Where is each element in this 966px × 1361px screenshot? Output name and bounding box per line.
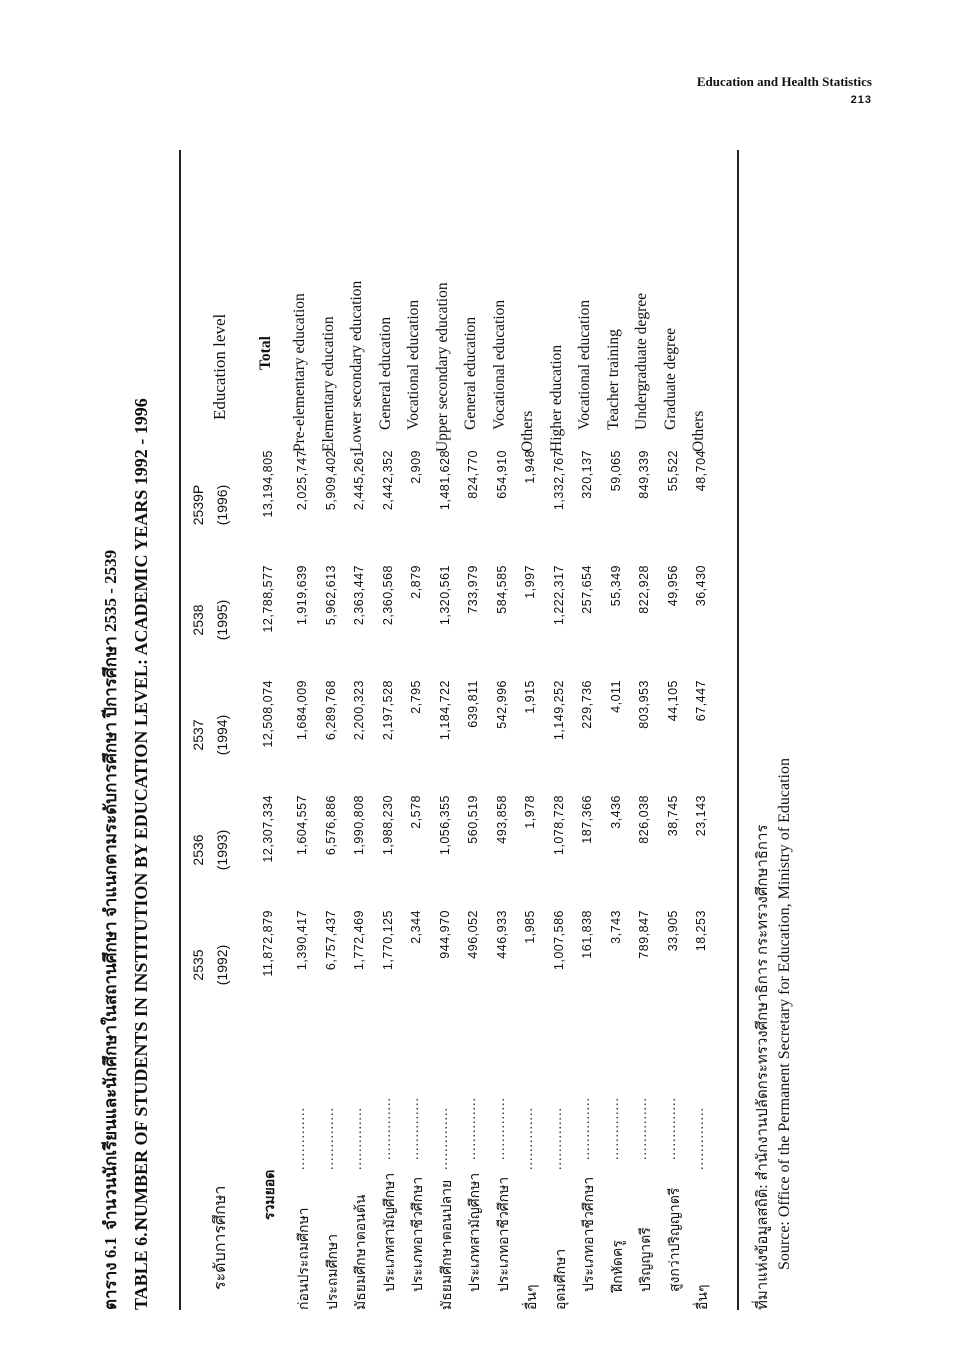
value-cell: 1,332,767 <box>551 450 566 511</box>
year-header-1992: 2535 (1992) <box>190 944 230 986</box>
table-row <box>318 150 347 1310</box>
value-cell: 6,757,437 <box>323 910 338 971</box>
thai-level-label: ประเภทอาชีวศึกษา <box>582 1176 597 1292</box>
leader-dots: .............. <box>521 1107 536 1170</box>
value-cell: 55,349 <box>608 565 623 607</box>
value-cell: 496,052 <box>466 910 480 959</box>
leader-dots: .............. <box>378 1097 394 1160</box>
value-cell: 1,978 <box>523 795 537 829</box>
thai-level-label: ประเภทอาชีวศึกษา <box>411 1176 426 1292</box>
value-cell: 824,770 <box>466 450 480 499</box>
table-row <box>631 150 660 1310</box>
table-body <box>255 150 717 1310</box>
year-header-1994: 2537 (1994) <box>190 714 230 756</box>
table-row <box>517 150 546 1310</box>
rotated-table-page <box>100 150 793 1310</box>
leader-dots: .............. <box>492 1097 508 1160</box>
value-cell: 38,745 <box>665 795 680 837</box>
thai-level-label: ประเภทสามัญศึกษา <box>382 1172 398 1292</box>
value-cell: 2,879 <box>409 565 423 599</box>
value-cell: 6,576,886 <box>323 795 338 856</box>
thai-level-label: รวมยอด <box>263 1169 278 1220</box>
value-cell: 2,445,261 <box>352 450 366 511</box>
value-cell: 4,011 <box>608 680 623 713</box>
english-level-label: Others <box>690 410 707 452</box>
value-cell: 13,194,805 <box>261 450 275 518</box>
value-cell: 2,344 <box>409 910 423 944</box>
thai-level-label: สูงกว่าปริญญาตรี <box>667 1187 683 1292</box>
value-cell: 1,770,125 <box>380 910 395 971</box>
leader-dots: .............. <box>635 1097 650 1160</box>
value-cell: 1,149,252 <box>551 680 566 741</box>
thai-level-label: ประเภทอาชีวศึกษา <box>496 1176 512 1292</box>
value-cell: 48,704 <box>694 450 708 492</box>
source-english: Source: Office of the Permanent Secretary for Education, Ministry of Education <box>776 758 793 1270</box>
value-cell: 1,919,639 <box>295 565 309 626</box>
value-cell: 12,307,334 <box>261 795 275 863</box>
table-top-rule <box>179 150 181 1310</box>
value-cell: 2,197,528 <box>380 680 395 741</box>
value-cell: 1,990,808 <box>352 795 366 856</box>
value-cell: 12,788,577 <box>261 565 275 633</box>
thai-level-label: มัธยมศึกษาตอนต้น <box>354 1194 369 1310</box>
table-row <box>688 150 717 1310</box>
leader-dots: .............. <box>350 1107 365 1170</box>
value-cell: 584,585 <box>494 565 509 614</box>
value-cell: 1,222,317 <box>551 565 566 626</box>
value-cell: 1,604,557 <box>295 795 309 856</box>
table-row <box>255 150 289 1310</box>
value-cell: 5,962,613 <box>323 565 338 626</box>
table-titles <box>100 150 152 1310</box>
english-level-header: Education level <box>210 313 229 420</box>
title-thai-label: ตาราง 6.1 <box>101 1236 120 1310</box>
year-header-1996: 2539P (1996) <box>190 484 230 526</box>
value-cell: 11,872,879 <box>261 910 275 977</box>
page-header <box>697 74 872 106</box>
leader-dots: .............. <box>606 1097 622 1160</box>
leader-dots: .............. <box>435 1107 451 1170</box>
leader-dots: .............. <box>578 1097 593 1160</box>
value-cell: 1,915 <box>523 680 537 714</box>
value-cell: 446,933 <box>494 910 509 959</box>
thai-level-label: อุดมศึกษา <box>553 1248 569 1310</box>
value-cell: 1,997 <box>523 565 537 599</box>
value-cell: 5,909,402 <box>323 450 338 511</box>
value-cell: 789,847 <box>637 910 651 959</box>
value-cell: 161,838 <box>580 910 594 959</box>
value-cell: 44,105 <box>665 680 680 722</box>
value-cell: 2,200,323 <box>352 680 366 741</box>
value-cell: 12,508,074 <box>261 680 275 748</box>
english-level-label: Total <box>257 336 274 370</box>
thai-level-label: ประถมศึกษา <box>325 1233 341 1310</box>
value-cell: 1,078,728 <box>551 795 566 856</box>
value-cell: 320,137 <box>580 450 594 499</box>
english-level-label: General education <box>376 316 394 430</box>
value-cell: 67,447 <box>694 680 708 722</box>
value-cell: 733,979 <box>466 565 480 614</box>
table-row <box>403 150 432 1310</box>
value-cell: 944,970 <box>437 910 452 959</box>
table-row <box>289 150 318 1310</box>
value-cell: 1,390,417 <box>295 910 309 971</box>
thai-level-label: ประเภทสามัญศึกษา <box>468 1172 483 1292</box>
leader-dots: .............. <box>321 1107 337 1170</box>
value-cell: 3,436 <box>608 795 623 829</box>
value-cell: 1,772,469 <box>352 910 366 971</box>
title-english-text: NUMBER OF STUDENTS IN INSTITUTION BY EDUCATION LEVEL: ACADEMIC YEARS 1992 - 1996 <box>131 398 151 1230</box>
value-cell: 639,811 <box>466 680 480 728</box>
value-cell: 2,795 <box>409 680 423 714</box>
table-row <box>432 150 461 1310</box>
value-cell: 1,481,628 <box>437 450 452 511</box>
table-row <box>603 150 632 1310</box>
value-cell: 187,366 <box>580 795 594 844</box>
value-cell: 2,025,747 <box>295 450 309 511</box>
thai-level-label: ฝึกหัดครู <box>610 1240 626 1292</box>
title-english <box>130 150 152 1310</box>
table-row <box>489 150 518 1310</box>
english-level-label: Lower secondary education <box>348 280 365 452</box>
thai-level-label: ปริญญาตรี <box>639 1227 654 1292</box>
table-bottom-rule <box>737 150 739 1310</box>
english-level-label: Others <box>519 410 536 452</box>
value-cell: 2,442,352 <box>380 450 395 511</box>
value-cell: 1,320,561 <box>437 565 452 626</box>
english-level-label: Undergraduate degree <box>633 293 650 430</box>
value-cell: 542,996 <box>494 680 509 729</box>
thai-level-label: อื่นๆ <box>696 1284 711 1310</box>
english-level-label: Pre-elementary education <box>291 293 308 452</box>
value-cell: 1,184,722 <box>437 680 452 741</box>
source-thai: ที่มาแห่งข้อมูลสถิติ: สำนักงานปลัดกระทรวงศึกษาธิการ กระทรวงศึกษาธิการ <box>755 824 771 1310</box>
value-cell: 33,905 <box>665 910 680 952</box>
value-cell: 654,910 <box>494 450 509 499</box>
table-row <box>546 150 575 1310</box>
english-level-label: Vocational education <box>576 299 593 430</box>
value-cell: 59,065 <box>608 450 623 492</box>
thai-level-label: อื่นๆ <box>525 1284 540 1310</box>
value-cell: 493,858 <box>494 795 509 844</box>
leader-dots: .............. <box>549 1107 565 1170</box>
leader-dots: .............. <box>293 1107 308 1170</box>
english-level-label: Vocational education <box>490 299 508 430</box>
value-cell: 18,253 <box>694 910 708 952</box>
value-cell: 257,654 <box>580 565 594 614</box>
value-cell: 36,430 <box>694 565 708 607</box>
thai-level-header: ระดับการศึกษา <box>212 1185 229 1290</box>
value-cell: 23,143 <box>694 795 708 837</box>
value-cell: 803,953 <box>637 680 651 729</box>
table-row <box>660 150 689 1310</box>
value-cell: 229,736 <box>580 680 594 729</box>
english-level-label: General education <box>462 316 479 430</box>
thai-level-label: มัธยมศึกษาตอนปลาย <box>439 1179 455 1310</box>
table-row <box>460 150 489 1310</box>
english-level-label: Higher education <box>547 344 565 452</box>
table-row <box>375 150 404 1310</box>
source-note <box>750 150 794 1310</box>
english-level-label: Teacher training <box>604 329 622 430</box>
value-cell: 1,684,009 <box>295 680 309 741</box>
value-cell: 826,038 <box>637 795 651 844</box>
value-cell: 1,948 <box>523 450 537 484</box>
value-cell: 849,339 <box>637 450 651 499</box>
page-number: 213 <box>850 94 872 106</box>
english-level-label: Upper secondary education <box>433 282 451 452</box>
title-english-label: TABLE 6.1 <box>131 1223 151 1310</box>
thai-level-label: ก่อนประถมศึกษา <box>297 1207 312 1310</box>
leader-dots: .............. <box>663 1097 679 1160</box>
year-header-1993: 2536 (1993) <box>190 829 230 871</box>
leader-dots: .............. <box>407 1097 422 1160</box>
value-cell: 2,363,447 <box>352 565 366 626</box>
leader-dots: .............. <box>692 1107 707 1170</box>
value-cell: 3,743 <box>608 910 623 944</box>
value-cell: 822,928 <box>637 565 651 614</box>
english-level-label: Graduate degree <box>661 328 679 430</box>
title-thai <box>100 150 122 1310</box>
english-level-label: Vocational education <box>405 299 422 430</box>
header-title: Education and Health Statistics <box>696 74 872 89</box>
value-cell: 1,985 <box>523 910 537 944</box>
value-cell: 2,578 <box>409 795 423 829</box>
value-cell: 2,360,568 <box>380 565 395 626</box>
value-cell: 55,522 <box>665 450 680 492</box>
value-cell: 1,007,586 <box>551 910 566 971</box>
year-header-1995: 2538 (1995) <box>190 599 230 641</box>
english-level-label: Elementary education <box>319 316 337 452</box>
value-cell: 49,956 <box>665 565 680 607</box>
value-cell: 1,056,355 <box>437 795 452 856</box>
column-header <box>190 150 260 1310</box>
table-row <box>346 150 375 1310</box>
title-thai-text: จำนวนนักเรียนและนักศึกษาในสถานศึกษา จำแนกตามระดับการศึกษา ปีการศึกษา 2535 - 2539 <box>101 549 120 1230</box>
value-cell: 6,289,768 <box>323 680 338 741</box>
value-cell: 1,988,230 <box>380 795 395 856</box>
value-cell: 560,519 <box>466 795 480 844</box>
value-cell: 2,909 <box>409 450 423 484</box>
leader-dots: .............. <box>464 1097 479 1160</box>
table-row <box>574 150 603 1310</box>
